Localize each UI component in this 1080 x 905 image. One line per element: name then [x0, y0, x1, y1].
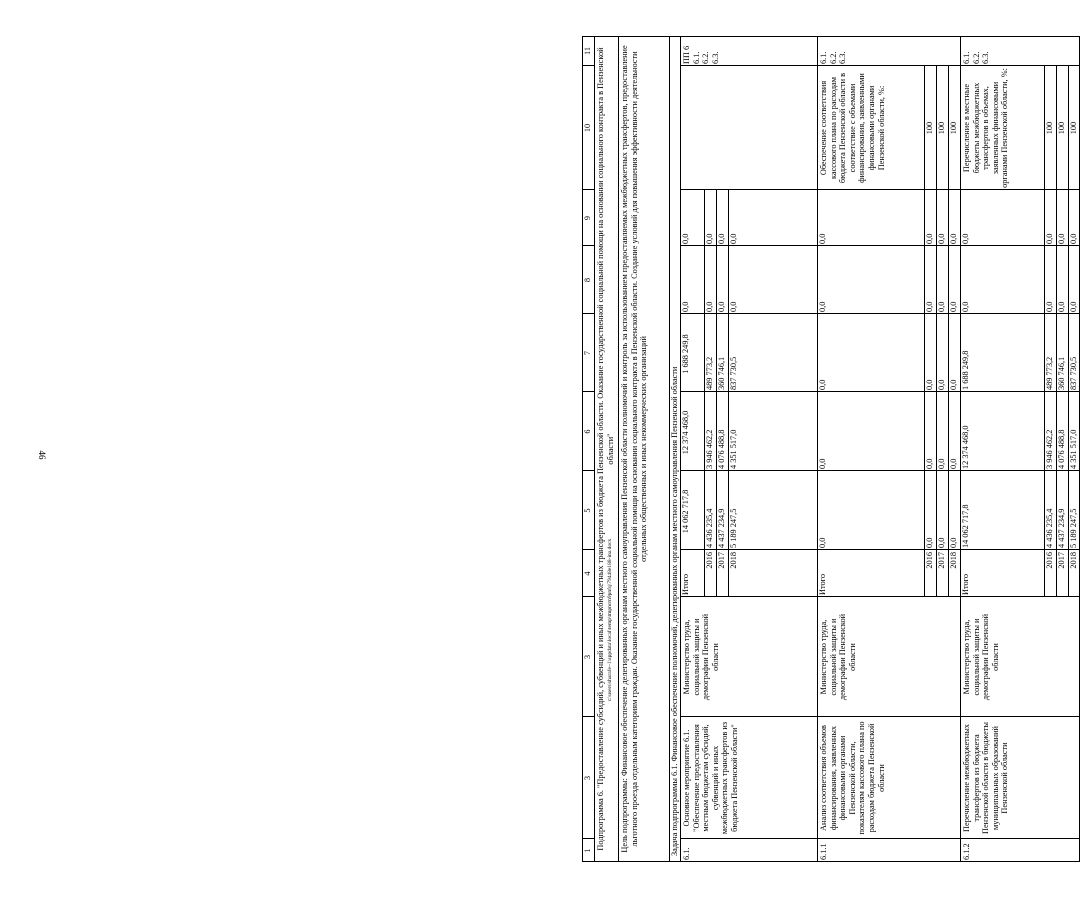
- amount-cell: 0,0: [937, 458, 946, 469]
- grid-vline: [680, 716, 817, 717]
- amount-cell: 12 374 468,0: [681, 410, 690, 455]
- footer-file-path: c:\users\sharafe~1\appdata\local\temp\tmpncrn9pnfq\79448e188-ina.docx: [607, 538, 613, 702]
- amount-cell: 0,0: [925, 301, 934, 312]
- amount-cell: 0,0: [925, 458, 934, 469]
- amount-cell: 489 773,2: [1045, 356, 1054, 390]
- year-label: 2018: [729, 552, 738, 569]
- grid-vline: [817, 313, 960, 314]
- activity-name: Анализ соответствия объемов финансирования, заявленных финансовыми органами Пензенской области, показателям кассового плана по расходам бюджета Пензенской области: [819, 721, 886, 835]
- task-title: Задача подпрограммы 6.1. Финансовое обеспечение полномочий, делегированных органам местного самоуправления Пензенской области: [670, 366, 679, 856]
- grid-vline: [960, 470, 1080, 471]
- amount-cell: 0,0: [961, 301, 970, 312]
- amount-cell: 5 189 247,5: [729, 508, 738, 548]
- amount-cell: 5 189 247,5: [1069, 508, 1078, 548]
- column-header: 7: [583, 350, 592, 356]
- year-label: Итого: [961, 573, 970, 595]
- year-label: Итого: [681, 573, 690, 595]
- amount-cell: 0,0: [729, 301, 738, 312]
- grid-hline: [594, 36, 595, 862]
- grid-vline: [582, 65, 594, 66]
- grid-vline: [817, 716, 960, 717]
- column-header: 3: [583, 654, 592, 660]
- subprogram-goal: Цель подпрограммы: Финансовое обеспечение делегированных органам местного самоуправления Пензенской области полномочий и контроль за использованием предоставляемых межбюджетных трансфертов, предоставление льготного проезда отдельным категориям граждан. Оказание государственной социальной помощи на основании социального контракта в Пензенской области. Создание условий для повышения эффективности деятельности отдельных общественных и иных некоммерческих организаций: [620, 45, 649, 853]
- grid-vline: [817, 391, 960, 392]
- year-label: 2018: [1069, 552, 1078, 569]
- amount-cell: 0,0: [1045, 233, 1054, 244]
- amount-cell: 360 746,1: [1057, 356, 1066, 390]
- amount-cell: 837 730,5: [729, 356, 738, 390]
- column-header: 8: [583, 277, 592, 283]
- amount-cell: 0,0: [705, 233, 714, 244]
- grid-vline: [680, 470, 817, 471]
- amount-cell: 0,0: [818, 233, 827, 244]
- indicator-value: 100: [1057, 121, 1066, 135]
- row-number: 6.1.2: [962, 843, 971, 860]
- grid-vline: [817, 549, 960, 550]
- amount-cell: 3 946 462,2: [1045, 429, 1054, 469]
- amount-cell: 0,0: [1069, 233, 1078, 244]
- grid-vline: [960, 189, 1080, 190]
- amount-cell: 0,0: [925, 379, 934, 390]
- amount-cell: 0,0: [717, 301, 726, 312]
- amount-cell: 0,0: [818, 537, 827, 548]
- grid-vline: [680, 596, 817, 597]
- amount-cell: 0,0: [961, 233, 970, 244]
- grid-vline: [680, 245, 817, 246]
- grid-vline: [582, 596, 594, 597]
- amount-cell: 0,0: [681, 233, 690, 244]
- amount-cell: 0,0: [1069, 301, 1078, 312]
- grid-vline: [680, 838, 817, 839]
- grid-vline: [582, 313, 594, 314]
- grid-vline: [582, 245, 594, 246]
- year-label: 2018: [949, 552, 958, 569]
- grid-vline: [582, 549, 594, 550]
- amount-cell: 4 076 488,8: [717, 429, 726, 469]
- grid-vline: [960, 838, 1080, 839]
- grid-vline: [817, 189, 960, 190]
- column-header: 5: [583, 508, 592, 513]
- year-label: Итого: [818, 573, 827, 595]
- year-label: 2016: [705, 552, 714, 569]
- amount-cell: 0,0: [949, 301, 958, 312]
- activity-name: Основное мероприятие 6.1. "Обеспечение предоставления местным бюджетам субсидий, субвенций и иных межбюджетных трансфертов из бюджета Пензенской области": [682, 721, 739, 835]
- grid-vline: [817, 65, 960, 66]
- grid-vline: [960, 313, 1080, 314]
- amount-cell: 0,0: [949, 537, 958, 548]
- subprogram-title: Подпрограмма 6. "Предоставление субсидий, субвенций и иных межбюджетных трансфертов из бюджета Пензенской области. Оказание государственной социальной помощи на основании социального контракта в Пензенской области": [596, 47, 615, 851]
- amount-cell: 0,0: [937, 301, 946, 312]
- column-header: 6: [583, 429, 592, 434]
- year-label: 2017: [717, 552, 726, 569]
- grid-vline: [817, 596, 960, 597]
- amount-cell: 14 062 717,8: [681, 489, 690, 534]
- amount-cell: 489 773,2: [705, 356, 714, 390]
- column-header: 11: [583, 47, 592, 55]
- column-header: 10: [583, 123, 592, 133]
- link-codes: ПП 6 6.1. 6.2. 6.3.: [682, 45, 720, 64]
- amount-cell: 4 436 235,4: [1045, 508, 1054, 548]
- amount-cell: 0,0: [818, 379, 827, 390]
- grid-vline: [582, 838, 594, 839]
- amount-cell: 12 374 468,0: [961, 425, 970, 469]
- page-number: 46: [37, 450, 47, 460]
- amount-cell: 0,0: [937, 379, 946, 390]
- link-codes: 6.1. 6.2. 6.3.: [819, 51, 848, 64]
- executor-name: Министерство труда, социальной защиты и демографии Пензенской области: [819, 613, 857, 701]
- indicator-value: 100: [949, 121, 958, 135]
- grid-vline: [582, 716, 594, 717]
- amount-cell: 4 436 235,4: [705, 508, 714, 548]
- amount-cell: 4 437 234,9: [717, 508, 726, 548]
- amount-cell: 4 076 488,8: [1057, 429, 1066, 469]
- amount-cell: 0,0: [1057, 233, 1066, 244]
- grid-vline: [680, 549, 817, 550]
- column-header: 4: [583, 571, 592, 576]
- amount-cell: 0,0: [818, 301, 827, 312]
- amount-cell: 0,0: [925, 233, 934, 244]
- activity-name: Перечисление межбюджетных трансфертов из бюджета Пензенской области в бюджеты муниципальных образований Пензенской области: [962, 722, 1010, 834]
- grid-vline: [680, 189, 817, 190]
- amount-cell: 0,0: [681, 301, 690, 312]
- row-number: 6.1.1: [819, 843, 828, 860]
- grid-vline: [680, 65, 817, 66]
- grid-vline: [960, 549, 1080, 550]
- amount-cell: 837 730,5: [1069, 356, 1078, 390]
- column-header: 3: [583, 775, 592, 781]
- grid-vline: [680, 391, 817, 392]
- column-header: 9: [583, 215, 592, 221]
- amount-cell: 0,0: [949, 233, 958, 244]
- amount-cell: 360 746,1: [717, 356, 726, 390]
- landscape-table: [582, 36, 1080, 862]
- amount-cell: 1 688 249,8: [681, 334, 690, 374]
- amount-cell: 4 351 517,0: [729, 429, 738, 469]
- grid-vline: [960, 716, 1080, 717]
- amount-cell: 0,0: [1057, 301, 1066, 312]
- amount-cell: 4 437 234,9: [1057, 508, 1066, 548]
- link-codes: 6.1. 6.2. 6.3.: [962, 51, 991, 64]
- grid-vline: [960, 65, 1080, 66]
- indicator-text: Перечисление в местные бюджеты межбюджетных трансфертов в объемах, заявленных финансовыми органами Пензенской области, %:: [962, 68, 1010, 188]
- grid-vline: [582, 470, 594, 471]
- grid-vline: [817, 470, 960, 471]
- indicator-value: 100: [937, 121, 946, 135]
- amount-cell: 14 062 717,8: [961, 504, 970, 548]
- year-label: 2017: [1057, 552, 1066, 569]
- row-number: 6.1.: [682, 847, 691, 860]
- grid-vline: [960, 596, 1080, 597]
- amount-cell: 0,0: [717, 233, 726, 244]
- amount-cell: 3 946 462,2: [705, 429, 714, 469]
- amount-cell: 0,0: [729, 233, 738, 244]
- grid-vline: [582, 391, 594, 392]
- indicator-value: 100: [1069, 121, 1078, 135]
- indicator-text: Обеспечение соответствия кассового плана по расходам бюджета Пензенской области в соответствие с объемами финансирования, заявленными финансовыми органами Пензенской области, %:: [819, 72, 886, 184]
- amount-cell: 0,0: [818, 458, 827, 469]
- executor-name: Министерство труда, социальной защиты и демографии Пензенской области: [682, 613, 720, 701]
- year-label: 2017: [937, 552, 946, 569]
- amount-cell: 4 351 517,0: [1069, 429, 1078, 469]
- amount-cell: 0,0: [1045, 301, 1054, 312]
- year-label: 2016: [925, 552, 934, 569]
- amount-cell: 0,0: [937, 537, 946, 548]
- indicator-value: 100: [925, 121, 934, 135]
- grid-vline: [960, 391, 1080, 392]
- grid-vline: [582, 189, 594, 190]
- amount-cell: 1 688 249,8: [961, 350, 970, 390]
- amount-cell: 0,0: [949, 458, 958, 469]
- amount-cell: 0,0: [925, 537, 934, 548]
- column-header: 1: [583, 848, 592, 853]
- grid-hline: [618, 36, 619, 862]
- grid-vline: [817, 838, 960, 839]
- amount-cell: 0,0: [937, 233, 946, 244]
- amount-cell: 0,0: [949, 379, 958, 390]
- year-label: 2016: [1045, 552, 1054, 569]
- grid-vline: [817, 245, 960, 246]
- grid-vline: [680, 313, 817, 314]
- executor-name: Министерство труда, социальной защиты и демографии Пензенской области: [962, 613, 1000, 701]
- indicator-value: 100: [1045, 121, 1054, 135]
- grid-vline: [960, 245, 1080, 246]
- amount-cell: 0,0: [705, 301, 714, 312]
